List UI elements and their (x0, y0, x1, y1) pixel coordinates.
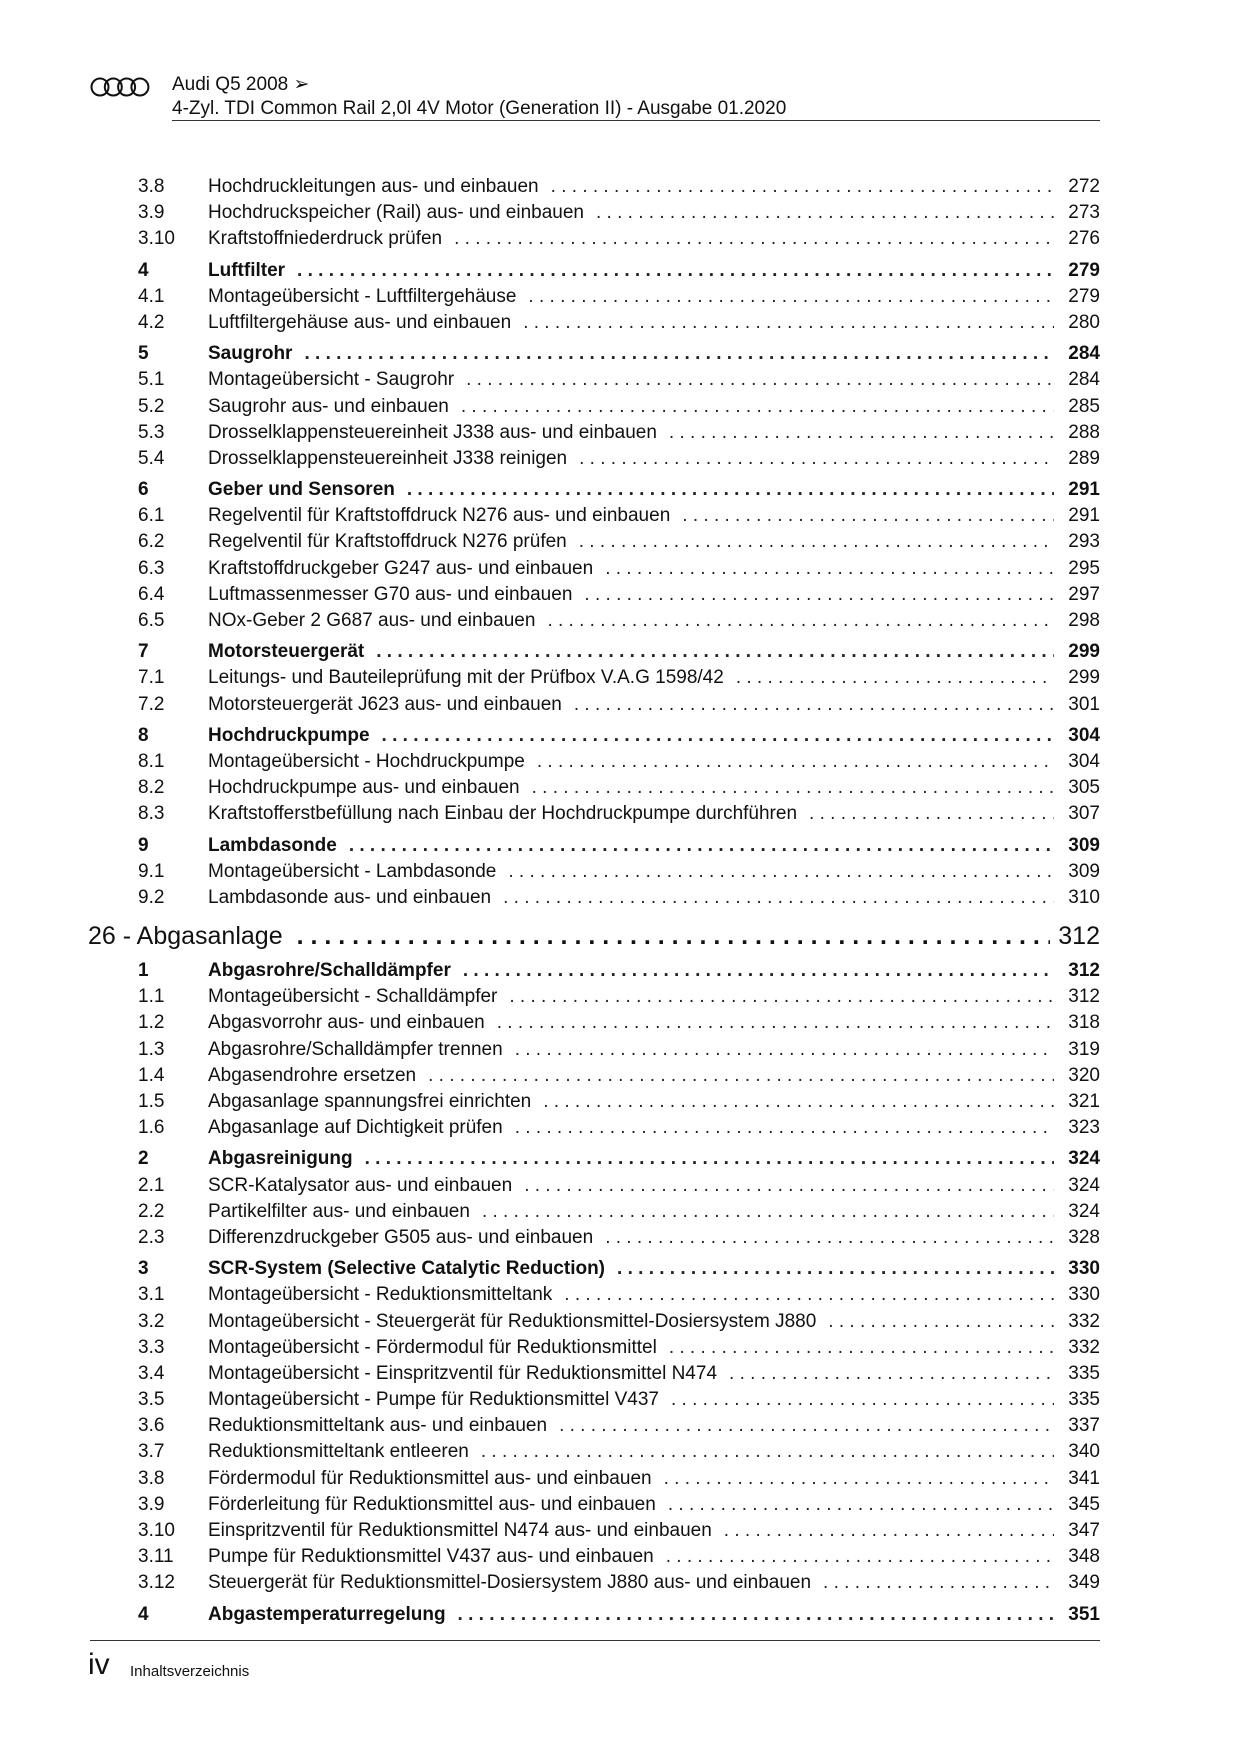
toc-entry[interactable] (138, 885, 1100, 911)
toc-entry-title: Montageübersicht - Saugrohr (208, 369, 455, 391)
toc-entry-page: 273 (1068, 202, 1100, 224)
toc-entry-title: Steuergerät für Reduktionsmittel-Dosiersystem J880 aus- und einbauen (208, 1572, 812, 1594)
toc-entry-number: 3.10 (138, 228, 175, 250)
footer-label: Inhaltsverzeichnis (130, 1663, 250, 1680)
toc-entry-page: 280 (1068, 311, 1100, 333)
toc-entry-page: 330 (1068, 1284, 1100, 1306)
toc-dot-leader (596, 200, 1054, 226)
toc-entry-title: Regelventil für Kraftstoffdruck N276 aus- und einbauen (208, 505, 671, 527)
toc-entry[interactable] (138, 1115, 1100, 1141)
toc-entry-page: 328 (1068, 1226, 1100, 1248)
toc-section[interactable] (138, 341, 1100, 367)
toc-entry[interactable] (138, 529, 1100, 555)
toc-entry-number: 9.1 (138, 860, 165, 882)
toc-dot-leader (503, 885, 1054, 911)
toc-entry-number: 9 (138, 834, 149, 856)
toc-section[interactable] (138, 1146, 1100, 1172)
toc-entry[interactable] (138, 394, 1100, 420)
toc-dot-leader (828, 1309, 1054, 1335)
toc-entry-page: 297 (1068, 583, 1100, 605)
toc-entry-number: 3.2 (138, 1310, 165, 1332)
toc-entry[interactable] (138, 200, 1100, 226)
toc-entry[interactable] (138, 1387, 1100, 1413)
toc-entry[interactable] (138, 984, 1100, 1010)
toc-entry[interactable] (138, 582, 1100, 608)
toc-dot-leader (584, 582, 1054, 608)
toc-entry-page: 309 (1068, 834, 1100, 856)
toc-dot-leader (523, 310, 1054, 336)
toc-entry-title: Kraftstofferstbefüllung nach Einbau der Hochdruckpumpe durchführen (208, 803, 798, 825)
toc-entry-page: 272 (1068, 176, 1100, 197)
toc-chapter[interactable] (88, 919, 1100, 953)
toc-dot-leader (543, 1089, 1054, 1115)
toc-entry-page: 319 (1068, 1038, 1100, 1060)
toc-entry-page: 284 (1068, 369, 1100, 391)
toc-entry-page: 309 (1068, 860, 1100, 882)
toc-entry-number: 3.7 (138, 1441, 165, 1463)
toc-entry[interactable] (138, 1439, 1100, 1465)
toc-dot-leader (428, 1063, 1054, 1089)
toc-section[interactable] (138, 1256, 1100, 1282)
toc-dot-leader (454, 226, 1054, 252)
toc-entry-page: 340 (1068, 1441, 1100, 1463)
toc-dot-leader (669, 420, 1054, 446)
toc-entry-page: 288 (1068, 421, 1100, 443)
toc-dot-leader (509, 984, 1054, 1010)
toc-entry-title: Abgastemperaturregelung (208, 1603, 446, 1625)
toc-dot-leader (376, 639, 1054, 665)
toc-entry-number: 8.3 (138, 803, 165, 825)
toc-entry[interactable] (138, 367, 1100, 393)
toc-entry-number: 3.8 (138, 176, 165, 197)
toc-entry-page: 299 (1068, 667, 1100, 689)
toc-entry-title: Montageübersicht - Fördermodul für Reduktionsmittel (208, 1336, 657, 1358)
toc-entry-page: 321 (1068, 1091, 1100, 1112)
toc-entry-title: Montageübersicht - Schalldämpfer (208, 986, 498, 1008)
toc-entry-page: 284 (1068, 343, 1100, 365)
toc-entry-title: Fördermodul für Reduktionsmittel aus- und einbauen (208, 1467, 652, 1489)
toc-entry[interactable] (138, 775, 1100, 801)
toc-entry-number: 9.2 (138, 886, 165, 908)
toc-entry-page: 301 (1068, 693, 1100, 715)
toc-entry-page: 312 (1068, 986, 1100, 1008)
toc-dot-leader (481, 1439, 1054, 1465)
audi-rings-logo (90, 76, 150, 98)
toc-entry[interactable] (138, 859, 1100, 885)
toc-entry-title: Leitungs- und Bauteileprüfung mit der Prüfbox V.A.G 1598/42 (208, 667, 724, 689)
toc-dot-leader (532, 775, 1054, 801)
toc-entry-page: 285 (1068, 395, 1100, 417)
toc-entry-title: Pumpe für Reduktionsmittel V437 aus- und einbauen (208, 1546, 654, 1568)
toc-entry-page: 293 (1068, 531, 1100, 553)
toc-entry-number: 6.4 (138, 583, 165, 605)
toc-entry-page: 298 (1068, 610, 1100, 631)
toc-entry-title: Hochdruckpumpe (208, 724, 370, 746)
toc-entry-page: 341 (1068, 1467, 1100, 1489)
toc-entry[interactable] (138, 1570, 1100, 1596)
toc-section[interactable] (138, 639, 1100, 665)
toc-dot-leader (605, 1225, 1054, 1251)
toc-entry-title: Kraftstoffniederdruck prüfen (208, 228, 443, 250)
toc-entry-number: 3.3 (138, 1336, 165, 1358)
toc-entry-title: Montageübersicht - Hochdruckpumpe (208, 750, 525, 772)
toc-entry[interactable] (138, 608, 1100, 634)
toc-dot-leader (482, 1199, 1054, 1225)
toc-entry-number: 3.9 (138, 1493, 165, 1515)
toc-dot-leader (564, 1282, 1054, 1308)
toc-entry-number: 6 (138, 479, 149, 501)
toc-entry-page: 312 (1058, 922, 1100, 951)
toc-entry-page: 351 (1068, 1603, 1100, 1625)
toc-entry[interactable] (138, 1010, 1100, 1036)
toc-entry[interactable] (138, 1413, 1100, 1439)
toc-entry-title: Drosselklappensteuereinheit J338 aus- und einbauen (208, 421, 657, 443)
toc-entry-page: 310 (1068, 886, 1100, 908)
toc-entry[interactable] (138, 1199, 1100, 1225)
toc-entry-title: SCR-System (Selective Catalytic Reduction) (208, 1258, 606, 1280)
toc-entry-title: 26 - Abgasanlage (88, 922, 283, 951)
toc-entry-number: 4 (138, 259, 149, 281)
toc-entry[interactable] (138, 446, 1100, 472)
footer-page-number: iv (88, 1648, 110, 1681)
toc-dot-leader (463, 958, 1054, 984)
toc-dot-leader (669, 1335, 1054, 1361)
toc-entry-title: Montageübersicht - Luftfiltergehäuse (208, 285, 517, 307)
toc-entry-number: 6.5 (138, 610, 165, 631)
toc-entry[interactable] (138, 1466, 1100, 1492)
toc-dot-leader (297, 919, 1051, 953)
toc-entry-page: 299 (1068, 641, 1100, 663)
toc-section[interactable] (138, 723, 1100, 749)
toc-dot-leader (574, 692, 1054, 718)
toc-entry-title: Hochdruckpumpe aus- und einbauen (208, 777, 520, 799)
toc-entry-title: Abgasendrohre ersetzen (208, 1064, 417, 1086)
toc-entry-number: 3.12 (138, 1572, 175, 1594)
toc-entry[interactable] (138, 226, 1100, 252)
toc-dot-leader (809, 801, 1054, 827)
toc-entry-page: 332 (1068, 1336, 1100, 1358)
toc-dot-leader (668, 1492, 1054, 1518)
toc-entry-title: Lambdasonde (208, 834, 337, 856)
toc-entry-page: 332 (1068, 1310, 1100, 1332)
toc-entry-number: 7.2 (138, 693, 165, 715)
toc-entry-title: Montageübersicht - Einspritzventil für Reduktionsmittel N474 (208, 1362, 718, 1384)
toc-entry-number: 8.2 (138, 777, 165, 799)
toc-dot-leader (365, 1146, 1054, 1172)
toc-entry[interactable] (138, 801, 1100, 827)
toc-entry-page: 304 (1068, 750, 1100, 772)
toc-entry-title: Motorsteuergerät (208, 641, 365, 663)
toc-entry-number: 2.3 (138, 1226, 165, 1248)
toc-dot-leader (551, 174, 1054, 200)
toc-section[interactable] (138, 833, 1100, 859)
toc-entry-title: Partikelfilter aus- und einbauen (208, 1200, 470, 1222)
toc-entry-title: Reduktionsmitteltank entleeren (208, 1441, 469, 1463)
table-of-contents (88, 174, 1100, 1628)
toc-dot-leader (349, 833, 1054, 859)
toc-section[interactable] (138, 958, 1100, 984)
toc-dot-leader (297, 258, 1054, 284)
toc-entry-title: Drosselklappensteuereinheit J338 reinigen (208, 447, 568, 469)
toc-entry-page: 279 (1068, 285, 1100, 307)
toc-entry-number: 3.1 (138, 1284, 165, 1306)
toc-dot-leader (547, 608, 1054, 634)
toc-entry[interactable] (138, 692, 1100, 718)
toc-entry[interactable] (138, 1173, 1100, 1199)
toc-entry-number: 6.1 (138, 505, 165, 527)
toc-entry-title: Abgasanlage spannungsfrei einrichten (208, 1091, 532, 1112)
toc-dot-leader (664, 1466, 1054, 1492)
toc-dot-leader (407, 477, 1054, 503)
toc-entry[interactable] (138, 1492, 1100, 1518)
toc-entry-title: Abgasrohre/Schalldämpfer trennen (208, 1038, 503, 1060)
toc-entry[interactable] (138, 1063, 1100, 1089)
toc-entry-number: 5.1 (138, 369, 165, 391)
toc-entry[interactable] (138, 1089, 1100, 1115)
toc-entry-title: Regelventil für Kraftstoffdruck N276 prüfen (208, 531, 567, 553)
toc-entry-page: 312 (1068, 960, 1100, 982)
toc-entry-title: Luftmassenmesser G70 aus- und einbauen (208, 583, 573, 605)
toc-entry-page: 307 (1068, 803, 1100, 825)
toc-entry-number: 1.1 (138, 986, 165, 1008)
toc-entry-title: Reduktionsmitteltank aus- und einbauen (208, 1415, 548, 1437)
toc-entry-title: Förderleitung für Reduktionsmittel aus- und einbauen (208, 1493, 656, 1515)
toc-entry-title: Montageübersicht - Lambdasonde (208, 860, 497, 882)
toc-entry-number: 1.4 (138, 1064, 165, 1086)
toc-entry-page: 276 (1068, 228, 1100, 250)
toc-entry-title: Abgasvorrohr aus- und einbauen (208, 1012, 485, 1034)
toc-entry-number: 1.2 (138, 1012, 165, 1034)
toc-entry-number: 2 (138, 1148, 149, 1170)
toc-dot-leader (537, 749, 1054, 775)
toc-entry-page: 291 (1068, 505, 1100, 527)
toc-entry-page: 295 (1068, 557, 1100, 579)
toc-dot-leader (304, 341, 1054, 367)
toc-entry-title: Luftfiltergehäuse aus- und einbauen (208, 311, 512, 333)
toc-dot-leader (617, 1256, 1054, 1282)
toc-entry-number: 6.2 (138, 531, 165, 553)
toc-entry-title: Hochdruckspeicher (Rail) aus- und einbauen (208, 202, 584, 224)
toc-entry-title: NOx-Geber 2 G687 aus- und einbauen (208, 610, 536, 631)
toc-entry[interactable] (138, 1544, 1100, 1570)
toc-entry-number: 3.11 (138, 1546, 174, 1568)
toc-entry-number: 7.1 (138, 667, 165, 689)
toc-entry-page: 323 (1068, 1117, 1100, 1139)
toc-dot-leader (559, 1413, 1054, 1439)
toc-entry[interactable] (138, 665, 1100, 691)
toc-entry[interactable] (138, 1361, 1100, 1387)
toc-entry-number: 2.2 (138, 1200, 165, 1222)
toc-entry-page: 347 (1068, 1520, 1100, 1541)
toc-section[interactable] (138, 477, 1100, 503)
toc-entry-page: 304 (1068, 724, 1100, 746)
toc-entry-page: 348 (1068, 1546, 1100, 1568)
toc-entry-title: Montageübersicht - Pumpe für Reduktionsmittel V437 (208, 1389, 659, 1411)
toc-entry-title: Saugrohr (208, 343, 293, 365)
toc-entry-page: 318 (1068, 1012, 1100, 1034)
toc-entry[interactable] (138, 174, 1100, 200)
toc-dot-leader (579, 446, 1054, 472)
toc-entry-number: 3.6 (138, 1415, 165, 1437)
toc-dot-leader (528, 284, 1054, 310)
toc-entry-number: 1.5 (138, 1091, 165, 1112)
toc-entry-number: 5.2 (138, 395, 165, 417)
toc-entry-number: 4 (138, 1603, 149, 1625)
toc-entry-page: 324 (1068, 1174, 1100, 1196)
toc-entry[interactable] (138, 503, 1100, 529)
toc-entry-title: Abgasanlage auf Dichtigkeit prüfen (208, 1117, 503, 1139)
toc-entry-number: 3.5 (138, 1389, 165, 1411)
toc-dot-leader (458, 1602, 1054, 1628)
toc-entry-title: Saugrohr aus- und einbauen (208, 395, 449, 417)
toc-entry-title: Montageübersicht - Reduktionsmitteltank (208, 1284, 553, 1306)
toc-dot-leader (605, 556, 1054, 582)
toc-entry[interactable] (138, 310, 1100, 336)
toc-entry-title: Montageübersicht - Steuergerät für Reduktionsmittel-Dosiersystem J880 (208, 1310, 817, 1332)
toc-entry-number: 3.9 (138, 202, 165, 224)
toc-entry-number: 3.8 (138, 1467, 165, 1489)
toc-entry-page: 305 (1068, 777, 1100, 799)
toc-dot-leader (497, 1010, 1054, 1036)
toc-dot-leader (823, 1570, 1054, 1596)
toc-entry-title: Abgasrohre/Schalldämpfer (208, 960, 451, 982)
toc-dot-leader (682, 503, 1054, 529)
toc-dot-leader (579, 529, 1054, 555)
toc-entry-number: 5.4 (138, 447, 165, 469)
header-vehicle: Audi Q5 2008 ➢ (172, 74, 310, 95)
toc-entry-number: 1.6 (138, 1117, 165, 1139)
toc-entry-page: 349 (1068, 1572, 1100, 1594)
page-header (90, 70, 1100, 120)
toc-dot-leader (736, 665, 1054, 691)
header-divider (172, 120, 1100, 121)
toc-entry[interactable] (138, 1037, 1100, 1063)
toc-dot-leader (524, 1173, 1054, 1199)
toc-entry[interactable] (138, 749, 1100, 775)
toc-entry-number: 3.4 (138, 1362, 165, 1384)
toc-entry-number: 3.10 (138, 1520, 175, 1541)
toc-entry-page: 335 (1068, 1362, 1100, 1384)
toc-entry-page: 335 (1068, 1389, 1100, 1411)
toc-entry-number: 6.3 (138, 557, 165, 579)
toc-dot-leader (724, 1518, 1054, 1544)
toc-entry-title: Motorsteuergerät J623 aus- und einbauen (208, 693, 562, 715)
toc-entry[interactable] (138, 1282, 1100, 1308)
toc-entry[interactable] (138, 284, 1100, 310)
toc-entry-page: 345 (1068, 1493, 1100, 1515)
toc-entry-number: 4.2 (138, 311, 165, 333)
toc-entry[interactable] (138, 1309, 1100, 1335)
toc-entry-title: Lambdasonde aus- und einbauen (208, 886, 492, 908)
toc-dot-leader (515, 1037, 1054, 1063)
toc-entry[interactable] (138, 556, 1100, 582)
toc-dot-leader (461, 394, 1054, 420)
toc-dot-leader (666, 1544, 1054, 1570)
toc-entry[interactable] (138, 1225, 1100, 1251)
toc-entry-number: 1 (138, 960, 149, 982)
toc-entry-title: Geber und Sensoren (208, 479, 395, 501)
toc-entry-number: 8.1 (138, 750, 165, 772)
toc-entry-number: 7 (138, 641, 149, 663)
toc-section[interactable] (138, 258, 1100, 284)
toc-entry-number: 1.3 (138, 1038, 165, 1060)
toc-entry-page: 324 (1068, 1148, 1100, 1170)
toc-entry-page: 289 (1068, 447, 1100, 469)
toc-entry-number: 5 (138, 343, 149, 365)
footer-divider (90, 1640, 1100, 1641)
toc-entry-title: SCR-Katalysator aus- und einbauen (208, 1174, 513, 1196)
toc-dot-leader (729, 1361, 1054, 1387)
toc-entry-page: 324 (1068, 1200, 1100, 1222)
toc-entry-title: Luftfilter (208, 259, 286, 281)
toc-entry-title: Abgasreinigung (208, 1148, 353, 1170)
toc-entry-number: 8 (138, 724, 149, 746)
toc-entry-number: 2.1 (138, 1174, 165, 1196)
toc-dot-leader (466, 367, 1054, 393)
toc-dot-leader (508, 859, 1054, 885)
toc-entry-title: Differenzdruckgeber G505 aus- und einbauen (208, 1226, 594, 1248)
toc-entry[interactable] (138, 1335, 1100, 1361)
toc-entry-page: 337 (1068, 1415, 1100, 1437)
toc-entry-page: 330 (1068, 1258, 1100, 1280)
toc-entry-number: 4.1 (138, 285, 165, 307)
toc-dot-leader (671, 1387, 1054, 1413)
toc-entry-number: 5.3 (138, 421, 165, 443)
toc-entry-title: Kraftstoffdruckgeber G247 aus- und einbauen (208, 557, 594, 579)
toc-entry-title: Einspritzventil für Reduktionsmittel N474 aus- und einbauen (208, 1520, 712, 1541)
toc-entry[interactable] (138, 1518, 1100, 1544)
toc-dot-leader (382, 723, 1054, 749)
toc-entry-page: 279 (1068, 259, 1100, 281)
toc-entry-number: 3 (138, 1258, 149, 1280)
toc-entry-page: 291 (1068, 479, 1100, 501)
toc-section[interactable] (138, 1602, 1100, 1628)
toc-entry[interactable] (138, 420, 1100, 446)
header-subtitle: 4-Zyl. TDI Common Rail 2,0l 4V Motor (Generation II) - Ausgabe 01.2020 (172, 98, 787, 119)
toc-entry-page: 320 (1068, 1064, 1100, 1086)
toc-dot-leader (515, 1115, 1054, 1141)
toc-entry-title: Hochdruckleitungen aus- und einbauen (208, 176, 539, 197)
